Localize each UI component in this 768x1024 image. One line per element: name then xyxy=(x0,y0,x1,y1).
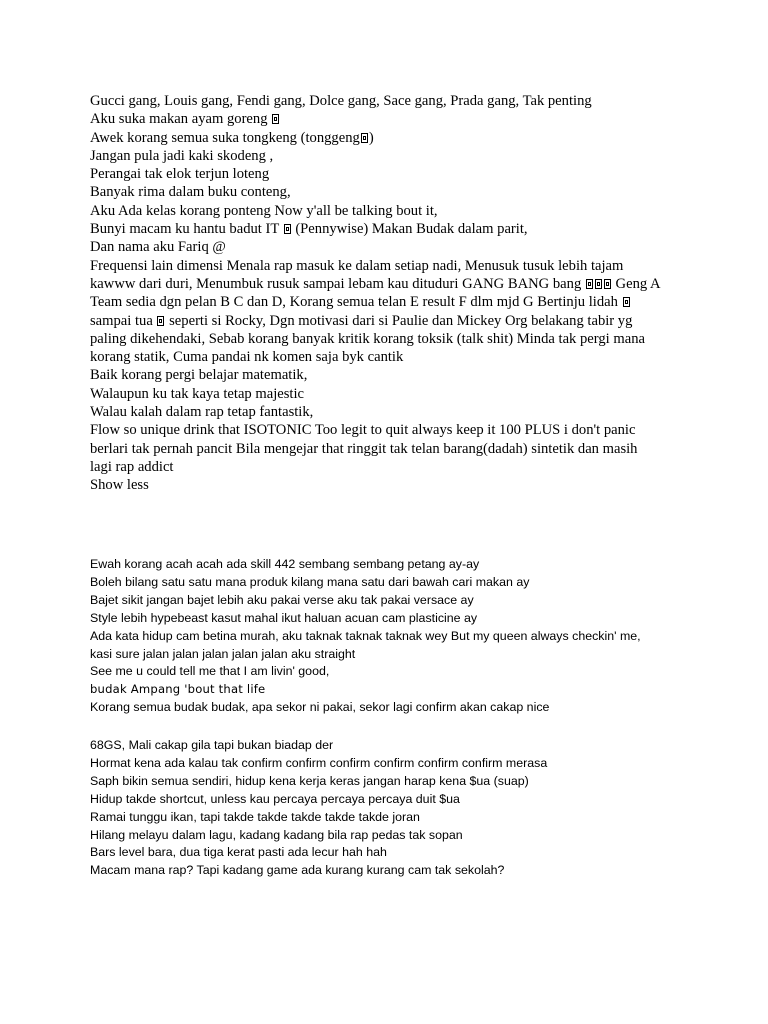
missing-glyph-icon xyxy=(595,279,602,289)
lyric-line: Flow so unique drink that ISOTONIC Too legit to quit always keep it 100 PLUS i don't panic xyxy=(90,422,636,439)
lyric-text: (Pennywise) Makan Budak dalam parit, xyxy=(291,221,528,238)
lyric-line: Walau kalah dalam rap tetap fantastik, xyxy=(90,404,314,421)
lyric-line: Ramai tunggu ikan, tapi takde takde takde takde takde joran xyxy=(90,809,420,824)
lyric-line: Jangan pula jadi kaki skodeng , xyxy=(90,147,274,164)
lyric-line xyxy=(90,110,690,128)
lyric-line: paling dikehendaki, Sebab korang banyak kritik korang toksik (talk shit) Minda tak pergi mana xyxy=(90,330,645,347)
missing-glyph-icon xyxy=(586,279,593,289)
lyric-line: Bajet sikit jangan bajet lebih aku pakai verse aku tak pakai versace ay xyxy=(90,592,474,607)
lyrics-section-2 xyxy=(90,556,690,717)
lyric-line: Bars level bara, dua tiga kerat pasti ada lecur hah hah xyxy=(90,845,387,860)
lyric-text: Bunyi macam ku hantu badut IT xyxy=(90,221,280,238)
lyric-line: See me u could tell me that I am livin' good, xyxy=(90,664,330,679)
lyric-line: Saph bikin semua sendiri, hidup kena kerja keras jangan harap kena $ua (suap) xyxy=(90,773,529,788)
lyric-line: Ada kata hidup cam betina murah, aku taknak taknak taknak wey But my queen always checkin' me, xyxy=(90,628,641,643)
lyrics-section-3 xyxy=(90,737,690,880)
lyric-line: Banyak rima dalam buku conteng, xyxy=(90,184,291,201)
lyric-line: Gucci gang, Louis gang, Fendi gang, Dolce gang, Sace gang, Prada gang, Tak penting xyxy=(90,93,592,109)
lyric-line: Hidup takde shortcut, unless kau percaya percaya percaya duit $ua xyxy=(90,791,460,806)
lyric-line: Walaupun ku tak kaya tetap majestic xyxy=(90,385,305,402)
lyric-line: kasi sure jalan jalan jalan jalan jalan aku straight xyxy=(90,646,356,661)
lyric-line xyxy=(90,312,690,330)
lyric-line: berlari tak pernah pancit Bila mengejar that ringgit tak telan barang(dadah) sintetik dan masih xyxy=(90,440,638,457)
lyric-line: Korang semua budak budak, apa sekor ni pakai, sekor lagi confirm akan cakap nice xyxy=(90,700,550,715)
lyric-text: sampai tua xyxy=(90,312,153,329)
lyric-line: Perangai tak elok terjun loteng xyxy=(90,166,270,183)
lyric-line xyxy=(90,220,690,238)
lyric-line: Aku Ada kelas korang ponteng Now y'all be talking bout it, xyxy=(90,202,438,219)
lyric-text: Aku suka makan ayam goreng xyxy=(90,111,268,128)
lyric-line: korang statik, Cuma pandai nk komen saja byk cantik xyxy=(90,349,404,366)
lyric-line xyxy=(90,129,690,147)
lyric-line: Dan nama aku Fariq @ xyxy=(90,239,226,256)
lyric-line: Style lebih hypebeast kasut mahal ikut haluan acuan cam plasticine ay xyxy=(90,610,478,625)
lyric-line: Hilang melayu dalam lagu, kadang kadang bila rap pedas tak sopan xyxy=(90,827,463,842)
missing-glyph-icon xyxy=(284,224,291,234)
missing-glyph-icon xyxy=(361,133,368,143)
lyric-line: lagi rap addict xyxy=(90,458,174,475)
lyric-text: ) xyxy=(368,129,374,146)
missing-glyph-icon xyxy=(604,279,611,289)
lyric-line: Hormat kena ada kalau tak confirm confirm confirm confirm confirm confirm merasa xyxy=(90,755,548,770)
missing-glyph-icon xyxy=(623,297,630,307)
lyric-line: Macam mana rap? Tapi kadang game ada kurang kurang cam tak sekolah? xyxy=(90,863,505,878)
lyric-line xyxy=(90,275,690,293)
lyric-line: Boleh bilang satu satu mana produk kilang mana satu dari bawah cari makan ay xyxy=(90,574,530,589)
lyric-line xyxy=(90,293,690,311)
lyric-line: Ewah korang acah acah ada skill 442 sembang sembang petang ay-ay xyxy=(90,557,480,571)
lyrics-section-1 xyxy=(90,92,690,495)
lyric-line: Frequensi lain dimensi Menala rap masuk ke dalam setiap nadi, Menusuk tusuk lebih tajam xyxy=(90,257,624,274)
missing-glyph-icon xyxy=(157,316,164,326)
lyric-text: Team sedia dgn pelan B C dan D, Korang semua telan E result F dlm mjd G Bertinju lidah xyxy=(90,294,618,311)
lyric-line: budak Ampang 'bout that life xyxy=(90,682,266,697)
show-less-link[interactable]: Show less xyxy=(90,477,149,494)
lyric-text: Geng A xyxy=(611,275,661,292)
missing-glyph-icon xyxy=(272,114,279,124)
lyric-text: seperti si Rocky, Dgn motivasi dari si Paulie dan Mickey Org belakang tabir yg xyxy=(165,312,633,329)
lyric-line: 68GS, Mali cakap gila tapi bukan biadap der xyxy=(90,738,334,752)
lyric-line: Baik korang pergi belajar matematik, xyxy=(90,367,308,384)
lyric-text: Awek korang semua suka tongkeng (tonggeng xyxy=(90,129,360,146)
lyric-text: kawww dari duri, Menumbuk rusuk sampai lebam kau dituduri GANG BANG bang xyxy=(90,275,582,292)
